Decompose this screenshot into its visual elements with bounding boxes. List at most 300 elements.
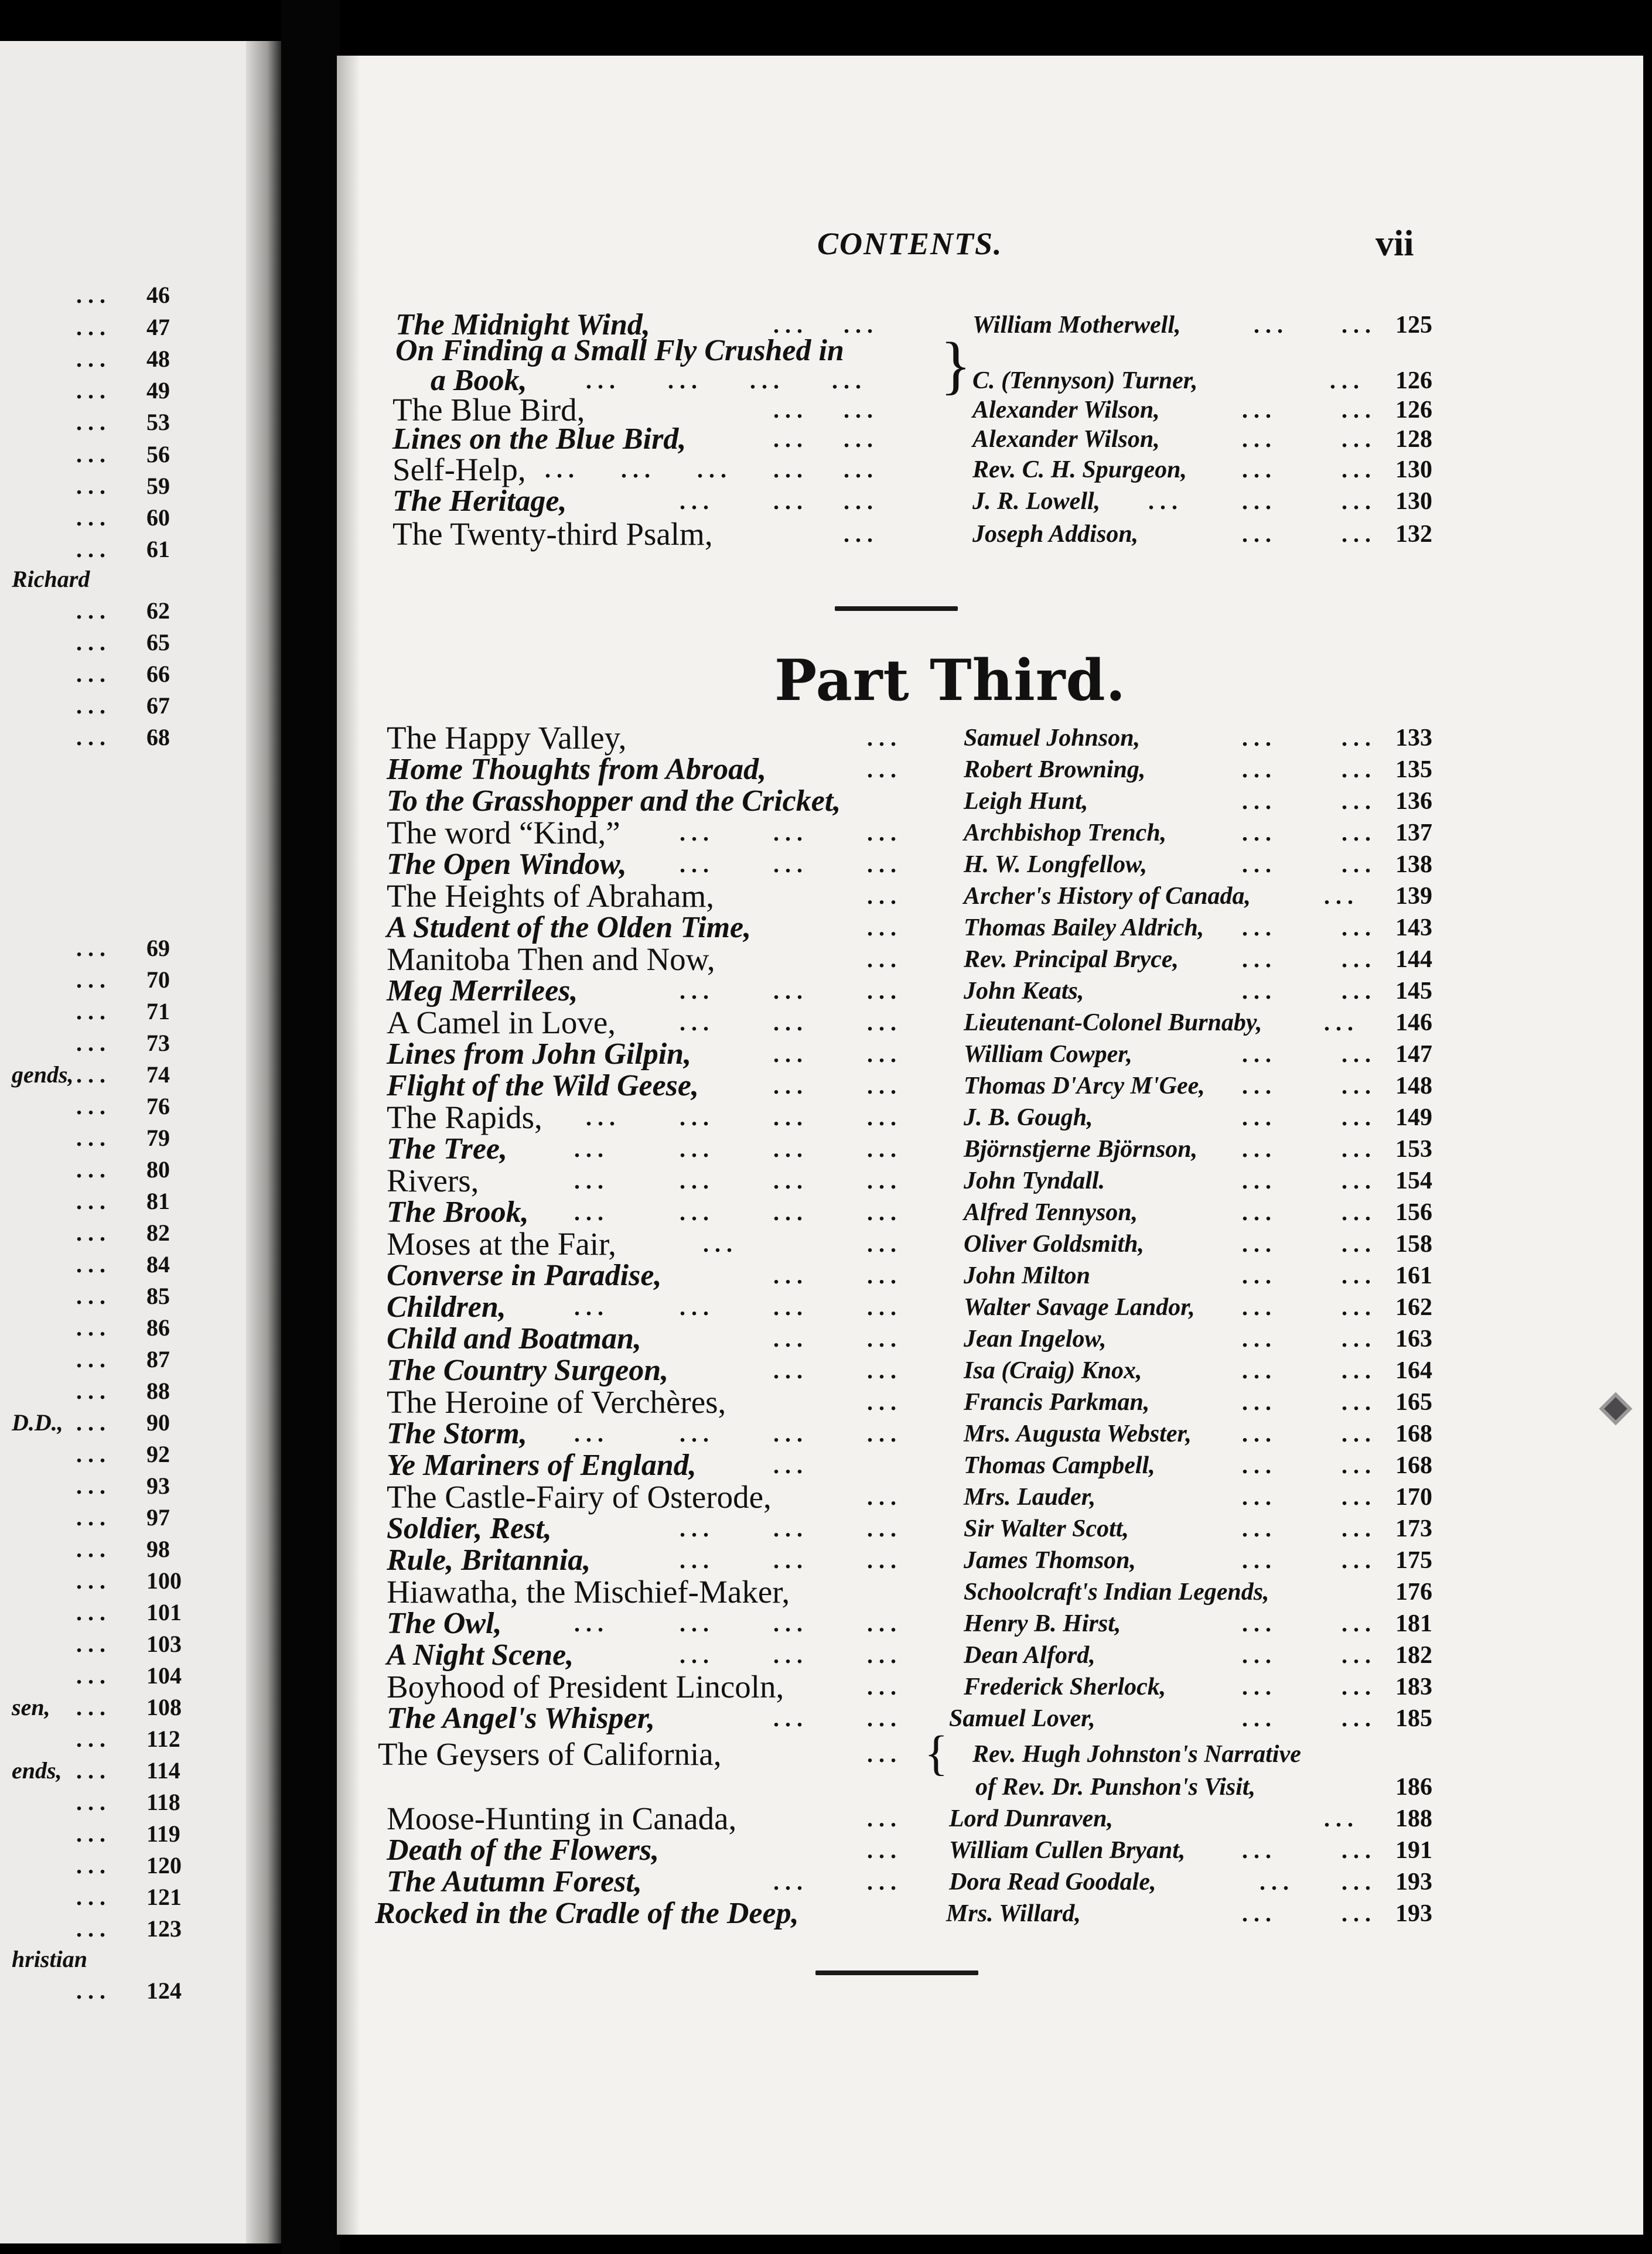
leader-dots: ...	[1342, 1294, 1377, 1320]
leader-dots: ...	[574, 1199, 609, 1225]
left-page-number: 61	[146, 536, 170, 562]
entry-page-number: 168	[1395, 1452, 1432, 1479]
toc-row	[0, 1544, 1652, 1577]
leader-dots: ...	[773, 1136, 808, 1162]
left-toc-row	[0, 563, 1652, 596]
entry-title: Rule, Britannia,	[387, 1543, 591, 1577]
entry-title: Home Thoughts from Abroad,	[387, 753, 767, 786]
entry-title: The Brook,	[387, 1196, 529, 1229]
leader-dots: ...	[1342, 521, 1377, 547]
left-page-number: 67	[146, 692, 170, 719]
entry-page-number: 144	[1395, 946, 1432, 973]
entry-title: Ye Mariners of England,	[387, 1449, 697, 1482]
toc-row	[0, 817, 1652, 849]
entry-author: Sir Walter Scott,	[964, 1515, 1129, 1542]
leader-dots: ...	[867, 883, 902, 909]
left-page-number: 121	[146, 1884, 182, 1910]
leader-dots: ...	[1342, 1420, 1377, 1447]
leader-dots: ...	[867, 1484, 902, 1510]
entry-title: The Castle-Fairy of Osterode,	[387, 1479, 772, 1515]
entry-page-number: 176	[1395, 1579, 1432, 1606]
leader-dots: ...	[1242, 1389, 1277, 1415]
leader-dots: ...	[867, 725, 902, 751]
leader-dots: ...	[76, 346, 111, 372]
toc-row	[0, 1607, 1652, 1640]
leader-dots: ...	[773, 1041, 808, 1067]
left-page-number: 93	[146, 1473, 170, 1499]
entry-title: Hiawatha, the Mischief-Maker,	[387, 1574, 790, 1610]
entry-title: The Midnight Wind,	[395, 308, 650, 341]
toc-row	[0, 1418, 1652, 1450]
entry-author: Alexander Wilson,	[972, 426, 1160, 453]
leader-dots: ...	[1342, 978, 1377, 1004]
leader-dots: ...	[1148, 488, 1183, 514]
left-entry-fragment: sen,	[12, 1694, 50, 1720]
entry-page-number: 154	[1395, 1167, 1432, 1194]
leader-dots: ...	[1242, 1357, 1277, 1384]
entry-page-number: 137	[1395, 819, 1432, 846]
leader-dots: ...	[1242, 1452, 1277, 1478]
entry-title: The Heights of Abraham,	[387, 878, 715, 914]
leader-dots: ...	[574, 1294, 609, 1320]
leader-dots: ...	[1242, 978, 1277, 1004]
entry-author: William Cullen Bryant,	[949, 1837, 1186, 1864]
leader-dots: ...	[1242, 1900, 1277, 1927]
leader-dots: ...	[773, 1262, 808, 1289]
entry-author: Jean Ingelow,	[964, 1326, 1107, 1353]
left-page-number: 62	[146, 597, 170, 624]
leader-dots: ...	[1242, 1199, 1277, 1225]
entry-title: The Country Surgeon,	[387, 1354, 669, 1387]
leader-dots: ...	[867, 1136, 902, 1162]
leader-dots: ...	[1342, 1041, 1377, 1067]
section-rule	[835, 606, 958, 611]
left-page-number: 70	[146, 967, 170, 993]
leader-dots: ...	[773, 978, 808, 1004]
leader-dots: ...	[76, 1441, 111, 1467]
entry-title: The Geysers of California,	[378, 1736, 722, 1772]
entry-title: Children,	[387, 1290, 506, 1324]
leader-dots: ...	[773, 1167, 808, 1194]
left-entry-fragment: Richard	[12, 566, 90, 592]
entry-page-number: 125	[1395, 312, 1432, 339]
left-page-number: 48	[146, 346, 170, 372]
leader-dots: ...	[773, 426, 808, 452]
page-title: CONTENTS.	[817, 226, 1003, 261]
left-page-number: 114	[146, 1757, 180, 1784]
entry-author: Rev. C. H. Spurgeon,	[972, 456, 1187, 483]
page-number: vii	[1375, 224, 1414, 264]
leader-dots: ...	[867, 1389, 902, 1415]
leader-dots: ...	[867, 914, 902, 941]
entry-title: Soldier, Rest,	[387, 1512, 552, 1545]
leader-dots: ...	[867, 1262, 902, 1289]
toc-row	[0, 785, 1652, 818]
leader-dots: ...	[76, 1567, 111, 1594]
entry-page-number: 147	[1395, 1041, 1432, 1068]
toc-row	[0, 1576, 1652, 1608]
entry-page-number: 185	[1395, 1705, 1432, 1732]
entry-title: On Finding a Small Fly Crushed in	[395, 334, 844, 367]
entry-title: The word “Kind,”	[387, 815, 620, 851]
leader-dots: ...	[1342, 312, 1377, 338]
leader-dots: ...	[1242, 1547, 1277, 1573]
toc-row	[0, 453, 1652, 486]
leader-dots: ...	[76, 1757, 111, 1784]
entry-author: Samuel Johnson,	[964, 725, 1141, 752]
left-page-number: 82	[146, 1220, 170, 1246]
leader-dots: ...	[680, 1167, 715, 1194]
leader-dots: ...	[773, 312, 808, 338]
leader-dots: ...	[574, 1610, 609, 1637]
leader-dots: ...	[867, 1041, 902, 1067]
leader-dots: ...	[1242, 1262, 1277, 1289]
entry-page-number: 165	[1395, 1389, 1432, 1416]
entry-author: James Thomson,	[964, 1547, 1136, 1574]
leader-dots: ...	[1342, 1452, 1377, 1478]
entry-author: Dora Read Goodale,	[949, 1869, 1156, 1896]
toc-row	[0, 1386, 1652, 1419]
leader-dots: ...	[1342, 1136, 1377, 1162]
entry-page-number: 181	[1395, 1610, 1432, 1637]
toc-row	[0, 1070, 1652, 1102]
leader-dots: ...	[1342, 1484, 1377, 1510]
left-page-number: 104	[146, 1662, 182, 1689]
toc-row	[0, 1291, 1652, 1324]
left-page-number: 101	[146, 1599, 182, 1625]
leader-dots: ...	[76, 504, 111, 531]
entry-title: Flight of the Wild Geese,	[387, 1069, 699, 1102]
entry-author: H. W. Longfellow,	[964, 851, 1148, 878]
leader-dots: ...	[76, 1821, 111, 1847]
leader-dots: ...	[76, 441, 111, 467]
leader-dots: ...	[586, 1104, 621, 1131]
left-page-number: 90	[146, 1409, 170, 1436]
leader-dots: ...	[867, 1357, 902, 1384]
toc-row	[0, 1866, 1652, 1898]
entry-page-number: 158	[1395, 1231, 1432, 1258]
leader-dots: ...	[76, 282, 111, 308]
toc-row	[0, 880, 1652, 913]
left-page-number: 88	[146, 1378, 170, 1404]
entry-page-number: 126	[1395, 367, 1432, 394]
toc-row	[0, 1702, 1652, 1735]
leader-dots: ...	[76, 536, 111, 562]
left-page-number: 120	[146, 1852, 182, 1879]
left-entry-fragment: ends,	[12, 1757, 62, 1784]
toc-row	[0, 1738, 1652, 1771]
leader-dots: ...	[1242, 521, 1277, 547]
leader-dots: ...	[1342, 1900, 1377, 1927]
leader-dots: ...	[1330, 367, 1365, 394]
leader-dots: ...	[867, 1167, 902, 1194]
entry-author: Frederick Sherlock,	[964, 1674, 1166, 1700]
leader-dots: ...	[1342, 1326, 1377, 1352]
left-page-number: 81	[146, 1188, 170, 1214]
left-page-number: 59	[146, 473, 170, 499]
left-entry-fragment: D.D.,	[12, 1409, 63, 1436]
entry-author: Samuel Lover,	[949, 1705, 1095, 1732]
entry-page-number: 191	[1395, 1837, 1432, 1864]
toc-row	[0, 1196, 1652, 1229]
toc-row	[0, 1771, 1652, 1804]
leader-dots: ...	[76, 1188, 111, 1214]
entry-page-number: 168	[1395, 1420, 1432, 1447]
entry-author: of Rev. Dr. Punshon's Visit,	[975, 1774, 1256, 1801]
leader-dots: ...	[76, 1061, 111, 1088]
leader-dots: ...	[680, 1420, 715, 1447]
leader-dots: ...	[76, 377, 111, 404]
entry-author: Henry B. Hirst,	[964, 1610, 1121, 1637]
leader-dots: ...	[773, 1705, 808, 1732]
leader-dots: ...	[867, 1805, 902, 1832]
leader-dots: ...	[680, 978, 715, 1004]
left-page-number: 60	[146, 504, 170, 531]
entry-author: Robert Browning,	[964, 756, 1146, 783]
entry-author: Oliver Goldsmith,	[964, 1231, 1145, 1258]
toc-row	[0, 943, 1652, 976]
toc-row	[0, 911, 1652, 944]
entry-page-number: 136	[1395, 788, 1432, 815]
leader-dots: ...	[867, 946, 902, 972]
entry-page-number: 128	[1395, 426, 1432, 453]
entry-author: Björnstjerne Björnson,	[964, 1136, 1198, 1163]
leader-dots: ...	[844, 397, 879, 423]
left-page-number: 103	[146, 1631, 182, 1657]
entry-page-number: 188	[1395, 1805, 1432, 1832]
left-page-number: 66	[146, 661, 170, 687]
leader-dots: ...	[1242, 488, 1277, 514]
entry-author: Thomas Campbell,	[964, 1452, 1155, 1479]
toc-row	[0, 334, 1652, 367]
entry-title: The Heritage,	[392, 484, 567, 518]
toc-row	[0, 1802, 1652, 1835]
leader-dots: ...	[867, 756, 902, 783]
leader-dots: ...	[773, 1869, 808, 1895]
toc-row	[0, 364, 1652, 397]
toc-row	[0, 1354, 1652, 1387]
entry-page-number: 133	[1395, 725, 1432, 752]
leader-dots: ...	[1342, 1357, 1377, 1384]
left-page-number: 49	[146, 377, 170, 404]
entry-author: Walter Savage Landor,	[964, 1294, 1195, 1321]
leader-dots: ...	[1242, 788, 1277, 814]
toc-row	[0, 1006, 1652, 1039]
leader-dots: ...	[867, 1231, 902, 1257]
left-page-number: 87	[146, 1346, 170, 1372]
entry-page-number: 138	[1395, 851, 1432, 878]
leader-dots: ...	[1242, 1167, 1277, 1194]
leader-dots: ...	[1342, 1262, 1377, 1289]
leader-dots: ...	[680, 488, 715, 514]
leader-dots: ...	[76, 1156, 111, 1183]
entry-page-number: 153	[1395, 1136, 1432, 1163]
leader-dots: ...	[844, 426, 879, 452]
leader-dots: ...	[773, 1547, 808, 1573]
entry-page-number: 193	[1395, 1900, 1432, 1927]
toc-row	[0, 1038, 1652, 1071]
entry-title: The Twenty-third Psalm,	[392, 516, 713, 552]
left-page-number: 73	[146, 1030, 170, 1056]
leader-dots: ...	[668, 367, 703, 394]
entry-page-number: 135	[1395, 756, 1432, 783]
leader-dots: ...	[867, 1199, 902, 1225]
leader-dots: ...	[867, 1837, 902, 1863]
leader-dots: ...	[867, 1420, 902, 1447]
toc-row	[0, 423, 1652, 456]
entry-page-number: 162	[1395, 1294, 1432, 1321]
leader-dots: ...	[1342, 1073, 1377, 1099]
leader-dots: ...	[867, 1547, 902, 1573]
entry-title: Death of the Flowers,	[387, 1833, 660, 1867]
left-page-number: 124	[146, 1978, 182, 2004]
toc-row	[0, 1323, 1652, 1355]
leader-dots: ...	[773, 1357, 808, 1384]
entry-title: Lines from John Gilpin,	[387, 1037, 692, 1071]
entry-author: C. (Tennyson) Turner,	[972, 367, 1198, 394]
leader-dots: ...	[1342, 1104, 1377, 1131]
leader-dots: ...	[574, 1420, 609, 1447]
toc-row	[0, 753, 1652, 786]
toc-row	[0, 1259, 1652, 1292]
leader-dots: ...	[1324, 1805, 1359, 1832]
leader-dots: ...	[76, 1631, 111, 1657]
entry-page-number: 132	[1395, 521, 1432, 548]
entry-title: The Open Window,	[387, 848, 627, 881]
leader-dots: ...	[1342, 914, 1377, 941]
leader-dots: ...	[1242, 1294, 1277, 1320]
leader-dots: ...	[1342, 851, 1377, 877]
leader-dots: ...	[545, 456, 580, 483]
entry-author: Isa (Craig) Knox,	[964, 1357, 1142, 1384]
entry-page-number: 164	[1395, 1357, 1432, 1384]
leader-dots: ...	[1242, 1420, 1277, 1447]
entry-title: The Angel's Whisper,	[387, 1702, 655, 1735]
entry-title: A Student of the Olden Time,	[387, 911, 752, 944]
leader-dots: ...	[1242, 1104, 1277, 1131]
entry-page-number: 143	[1395, 914, 1432, 941]
leader-dots: ...	[867, 1515, 902, 1542]
entry-author: Dean Alford,	[964, 1642, 1095, 1669]
entry-author: Joseph Addison,	[972, 521, 1139, 548]
toc-row	[0, 1449, 1652, 1482]
leader-dots: ...	[680, 1642, 715, 1668]
entry-title: The Rapids,	[387, 1099, 542, 1135]
leader-dots: ...	[76, 1346, 111, 1372]
leader-dots: ...	[1254, 312, 1289, 338]
leader-dots: ...	[867, 1642, 902, 1668]
leader-dots: ...	[867, 1104, 902, 1131]
entry-author: Lord Dunraven,	[949, 1805, 1114, 1832]
leader-dots: ...	[76, 1283, 111, 1309]
left-entry-fragment: hristian	[12, 1946, 87, 1972]
left-page-number: 119	[146, 1821, 180, 1847]
entry-author: John Milton	[964, 1262, 1090, 1289]
entry-author: Leigh Hunt,	[964, 788, 1088, 815]
leader-dots: ...	[76, 1662, 111, 1689]
left-page-number: 65	[146, 629, 170, 655]
leader-dots: ...	[76, 1915, 111, 1942]
leader-dots: ...	[680, 851, 715, 877]
leader-dots: ...	[76, 1978, 111, 2004]
leader-dots: ...	[1324, 1009, 1359, 1036]
left-entry-fragment: gends,	[12, 1061, 74, 1088]
leader-dots: ...	[1242, 1610, 1277, 1637]
part-heading: Part Third.	[774, 647, 1126, 713]
leader-dots: ...	[773, 1420, 808, 1447]
leader-dots: ...	[680, 1294, 715, 1320]
left-page-number: 80	[146, 1156, 170, 1183]
leader-dots: ...	[1242, 725, 1277, 751]
leader-dots: ...	[1242, 851, 1277, 877]
entry-author: John Keats,	[964, 978, 1084, 1005]
leader-dots: ...	[680, 1009, 715, 1036]
left-page-number: 98	[146, 1536, 170, 1562]
left-page-number: 84	[146, 1251, 170, 1278]
leader-dots: ...	[1242, 946, 1277, 972]
leader-dots: ...	[773, 456, 808, 483]
leader-dots: ...	[1342, 725, 1377, 751]
leader-dots: ...	[773, 1452, 808, 1478]
leader-dots: ...	[76, 1536, 111, 1562]
leader-dots: ...	[773, 1199, 808, 1225]
leader-dots: ...	[76, 1504, 111, 1531]
left-page-number: 86	[146, 1314, 170, 1341]
left-page-number: 68	[146, 724, 170, 750]
leader-dots: ...	[76, 692, 111, 719]
leader-dots: ...	[574, 1167, 609, 1194]
entry-page-number: 149	[1395, 1104, 1432, 1131]
leader-dots: ...	[76, 1789, 111, 1815]
leader-dots: ...	[867, 1073, 902, 1099]
leader-dots: ...	[76, 1378, 111, 1404]
leader-dots: ...	[1260, 1869, 1295, 1895]
leader-dots: ...	[867, 851, 902, 877]
leader-dots: ...	[76, 1220, 111, 1246]
left-toc-row	[0, 279, 1652, 312]
leader-dots: ...	[680, 1515, 715, 1542]
entry-author: J. R. Lowell,	[972, 488, 1101, 515]
leader-dots: ...	[1342, 1515, 1377, 1542]
entry-page-number: 161	[1395, 1262, 1432, 1289]
entry-author: William Cowper,	[964, 1041, 1132, 1068]
left-page-number: 53	[146, 409, 170, 435]
left-page-number: 108	[146, 1694, 182, 1720]
leader-dots: ...	[76, 1884, 111, 1910]
entry-title: Self-Help,	[392, 452, 526, 487]
leader-dots: ...	[680, 1610, 715, 1637]
leader-dots: ...	[1242, 1837, 1277, 1863]
entry-page-number: 145	[1395, 978, 1432, 1005]
entry-title: Rocked in the Cradle of the Deep,	[375, 1897, 799, 1930]
entry-page-number: 130	[1395, 456, 1432, 483]
leader-dots: ...	[844, 312, 879, 338]
leader-dots: ...	[680, 1136, 715, 1162]
leader-dots: ...	[76, 1694, 111, 1720]
leader-dots: ...	[1342, 1199, 1377, 1225]
leader-dots: ...	[76, 409, 111, 435]
entry-author: Mrs. Lauder,	[964, 1484, 1096, 1511]
leader-dots: ...	[680, 1104, 715, 1131]
entry-author: Archer's History of Canada,	[964, 883, 1251, 910]
entry-author: Francis Parkman,	[964, 1389, 1150, 1416]
leader-dots: ...	[76, 1251, 111, 1278]
left-page-number: 118	[146, 1789, 180, 1815]
leader-dots: ...	[76, 1030, 111, 1056]
leader-dots: ...	[76, 1726, 111, 1752]
entry-title: The Heroine of Verchères,	[387, 1384, 726, 1420]
leader-dots: ...	[680, 1199, 715, 1225]
